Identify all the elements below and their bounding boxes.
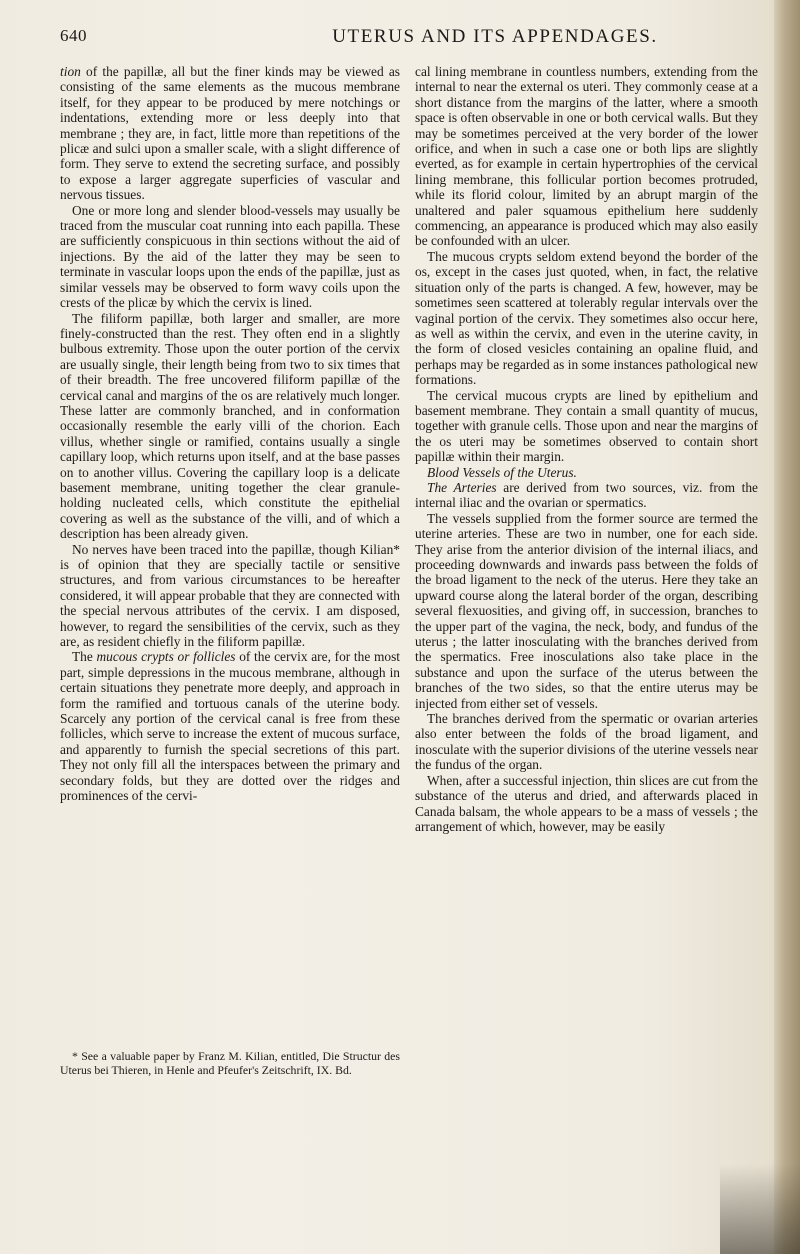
page-header <box>60 20 750 50</box>
paragraph: The mucous crypts or follicles of the cervix are, for the most part, simple depressions in the mucous membrane, although in certain situations they penetrate more deeply, and approach in form the ramified and tortuous canals of the uterine body. Scarcely any portion of the cervical canal is free from these follicles, which serve to increase the extent of mucous surface, and apparently to furnish the special secretions of this part. They not only fill all the interspaces between the primary and secondary folds, but they are dotted over the ridges and prominences of the cervi- <box>60 649 400 804</box>
right-column <box>415 64 758 834</box>
paragraph: One or more long and slender blood-vessels may usually be traced from the muscular coat running into each papilla. These are sufficiently conspicuous in thin sections without the aid of injections. By the aid of the latter they may be seen to terminate in vascular loops upon the ends of the papillæ, just as similar vessels may be observed to form wavy coils upon the crests of the plicæ by which the cervix is lined. <box>60 202 400 311</box>
paragraph: The filiform papillæ, both larger and smaller, are more finely-constructed than the rest. They often end in a slightly bulbous extremity. Those upon the outer portion of the cervix are usually single, their length being from two to six times that of their breadth. The free uncovered filiform papillæ of the cervical canal and margins of the os are relatively much longer. These latter are commonly branched, and in conformation occasionally resemble the early villi of the chorion. Each villus, whether single or ramified, contains usually a single capillary loop, which returns upon itself, and at the base passes on to another villus. Covering the capillary loop is a delicate basement membrane, uniting together the clear granule-holding nucleated cells, which constitute the epithelial covering as well as the substance of the villi, and of which a description has been already given. <box>60 310 400 542</box>
paragraph: tion of the papillæ, all but the finer kinds may be viewed as consisting of the same elements as the mucous membrane itself, for they appear to be produced by mere notchings or indentations, extending more or less deeply into that membrane ; they are, in fact, little more than repetitions of the plicæ and sulci upon a smaller scale, with a slight difference of form. They serve to extend the secreting surface, and possibly to expose a larger aggregate superficies of vascular and nervous tissues. <box>60 64 400 203</box>
footnote: * See a valuable paper by Franz M. Kilian, entitled, Die Structur des Uterus bei Thieren, in Henle and Pfeufer's Zeitschrift, IX. Bd. <box>60 1049 400 1077</box>
italic-term: mucous crypts or follicles <box>96 649 236 665</box>
paragraph: No nerves have been traced into the papillæ, though Kilian* is of opinion that they are specially tactile or sensitive structures, and from various circumstances to be hereafter considered, it will appear probable that they are connected with the special nervous attributes of the cervix. I am disposed, however, to regard the sensibilities of the cervix, such as they are, as resident chiefly in the filiform papillæ. <box>60 541 400 650</box>
italic-lead: tion <box>60 64 81 79</box>
paragraph: The cervical mucous crypts are lined by epithelium and basement membrane. They contain a small quantity of mucus, together with granule cells. Those upon and near the margins of the os uteri may be sometimes observed to contain short papillæ within their margin. <box>415 387 758 465</box>
running-head: UTERUS AND ITS APPENDAGES. <box>332 26 658 47</box>
paragraph: The branches derived from the spermatic or ovarian arteries also enter between the folds of the broad ligament, and inosculate with the superior divisions of the uterine vessels near the fundus of the organ. <box>415 711 758 773</box>
paragraph: When, after a successful injection, thin slices are cut from the substance of the uterus and dried, and afterwards placed in Canada balsam, the whole appears to be a mass of vessels ; the arrangement of which, however, may be easily <box>415 772 758 834</box>
page-corner-shadow <box>720 1164 800 1254</box>
page-edge-shadow <box>774 0 800 1254</box>
section-heading: Blood Vessels of the Uterus. <box>427 464 577 480</box>
left-column <box>60 64 400 804</box>
page-number: 640 <box>60 26 87 45</box>
paragraph: cal lining membrane in countless numbers, extending from the internal to near the external os uteri. They commonly cease at a short distance from the margins of the latter, where a smooth space is often observable in one or both cervical walls. But they may be sometimes perceived at the very border of the lower orifice, and when in such a case one or both lips are slightly everted, as for example in certain hypertrophies of the cervical lining membrane, this follicular portion becomes protruded, while its florid colour, limited by an abrupt margin of the unaltered and paler squamous epithelium here suddenly commencing, an appearance is produced which may also easily be confounded with an ulcer. <box>415 64 758 249</box>
paragraph: The vessels supplied from the former source are termed the uterine arteries. These are two in number, one for each side. They arise from the anterior division of the internal iliacs, and proceeding downwards and inwards pass between the folds of the broad ligament to the neck of the uterus. Here they take an upward course along the lateral border of the organ, describing several flexuosities, and giving off, in succession, branches to the upper part of the vagina, the neck, body, and fundus of the uterus ; the latter inosculating with the branches derived from the spermatics. Free inosculations also take place in the substance and upon the surface of the uterus between the branches of the two sides, so that the entire uterus may be injected from either set of vessels. <box>415 510 758 711</box>
paragraph: The mucous crypts seldom extend beyond the border of the os, except in the cases just quoted, when, in fact, the relative situation only of the parts is changed. A few, however, may be sometimes seen scattered at tolerably regular intervals over the vaginal portion of the cervix. They sometimes also occur here, as well as within the cervix, and even in the uterine cavity, in the form of closed vesicles containing an opaline fluid, and perhaps may be regarded as in some instances pathological new formations. <box>415 248 758 388</box>
paragraph: The Arteries are derived from two sources, viz. from the internal iliac and the ovarian or spermatics. <box>415 479 758 511</box>
italic-term: The Arteries <box>427 479 497 495</box>
